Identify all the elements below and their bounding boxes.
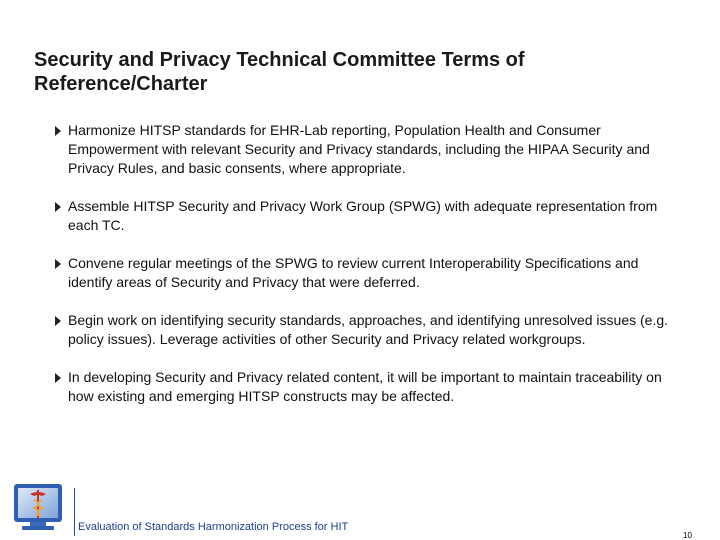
bullet-text: Convene regular meetings of the SPWG to review current Interoperability Specifications and identify areas of Security and Privacy that were deferred. [68,255,639,290]
bullet-text: Assemble HITSP Security and Privacy Work Group (SPWG) with adequate representation from each TC. [68,198,658,233]
footer-divider [74,488,75,536]
slide-title [34,48,674,96]
triangle-right-icon [55,373,61,383]
bullet-item [55,311,685,349]
monitor-base [22,526,54,530]
monitor-caduceus-icon [12,480,70,532]
footer-text: Evaluation of Standards Harmonization Process for HIT [78,521,349,533]
bullet-text: In developing Security and Privacy related content, it will be important to maintain traceability on how existing and emerging HITSP constructs may be affected. [68,369,662,404]
slide-title-line-1: Security and Privacy Technical Committee Terms of [34,49,525,71]
triangle-right-icon [55,259,61,269]
triangle-right-icon [55,316,61,326]
bullet-item [55,197,685,235]
page-number: 10 [683,531,692,540]
bullet-item [55,368,685,406]
bullet-list [55,121,685,406]
triangle-right-icon [55,202,61,212]
bullet-text: Begin work on identifying security standards, approaches, and identifying unresolved issues (e.g. policy issues). Leverage activities of other Security and Privacy related workgroups. [68,312,669,347]
bullet-text: Harmonize HITSP standards for EHR-Lab reporting, Population Health and Consumer Empowerment with relevant Security and Privacy standards, including the HIPAA Security and Privacy Rules, and basic consents, where appropriate. [68,122,650,176]
bullet-item [55,121,685,178]
triangle-right-icon [55,126,61,136]
slide-title-line-2: Reference/Charter [34,73,208,95]
bullet-item [55,254,685,292]
monitor-stand [30,522,46,526]
